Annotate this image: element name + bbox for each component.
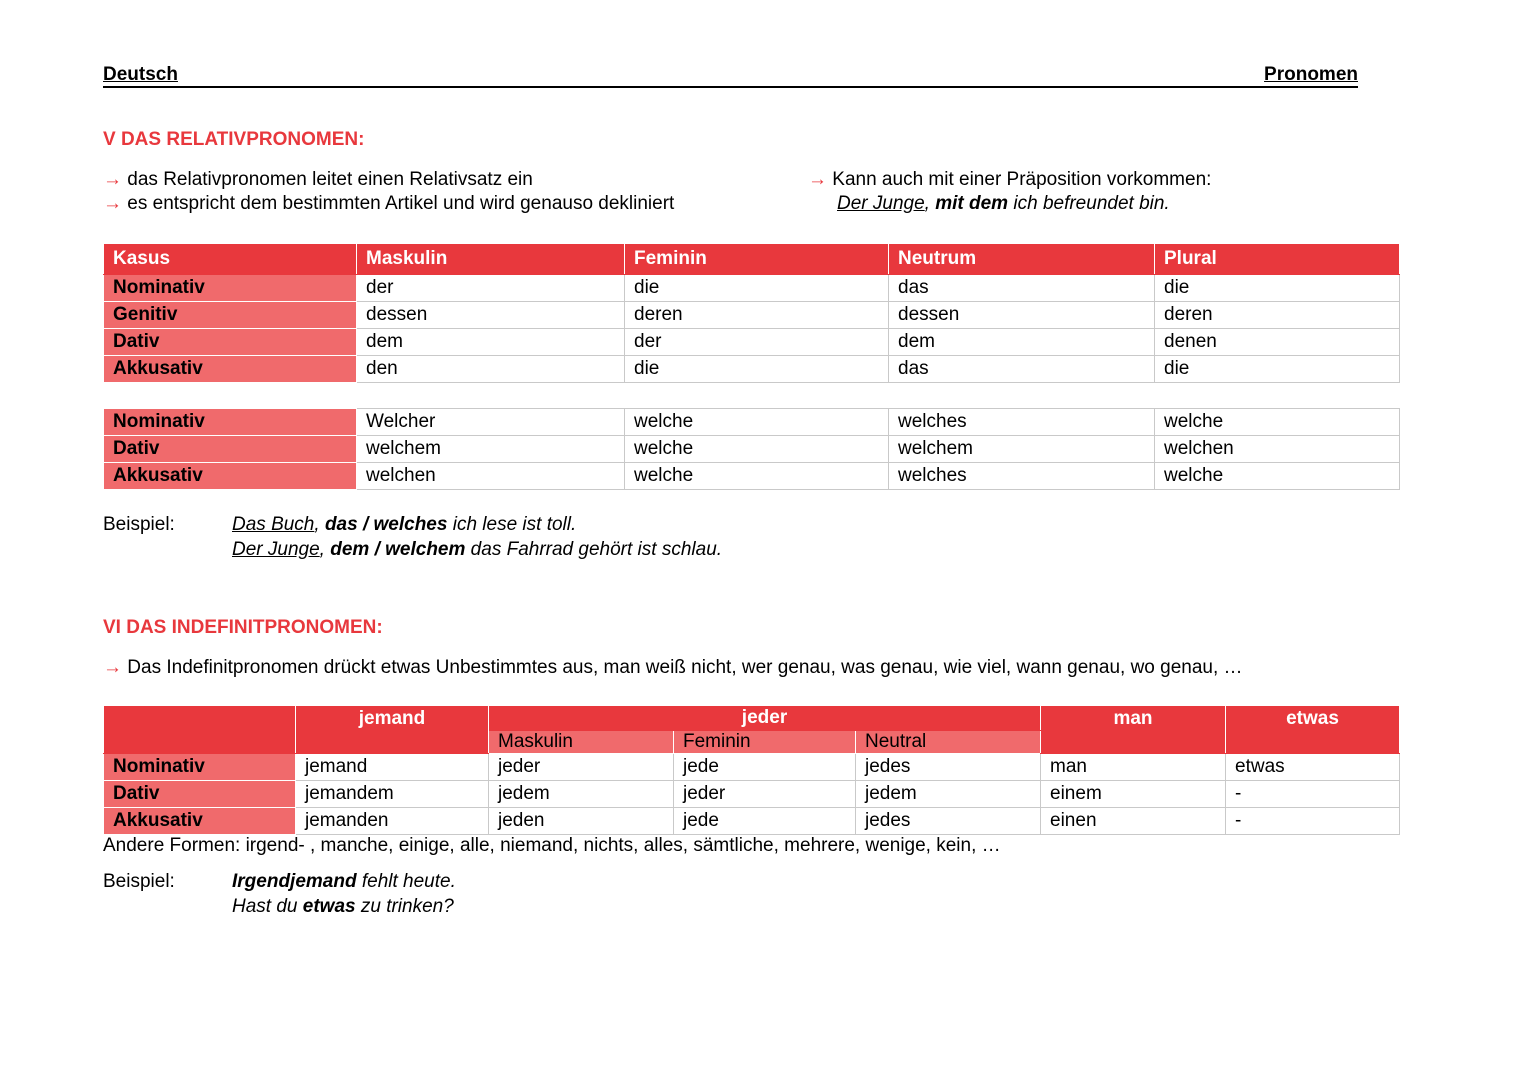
table-cell: jemanden [296,808,489,835]
example-sentence: Der Junge, dem / welchem das Fahrrad gehört ist schlau. [232,539,723,560]
note-line: → Das Indefinitpronomen drückt etwas Unbestimmtes aus, man weiß nicht, wer genau, was genau, wie viel, wann genau, wo genau, … [103,657,1243,678]
example-label: Beispiel: [103,514,175,535]
notes-left [103,168,674,216]
table-row [104,356,1400,383]
case-label: Akkusativ [104,808,296,835]
header-jeder: jeder [489,706,1041,731]
table-cell: - [1226,781,1400,808]
table-cell: man [1041,754,1226,781]
table-cell: deren [1155,302,1400,329]
table-row [104,302,1400,329]
topic-label: Pronomen [1264,64,1358,85]
case-label: Akkusativ [104,356,357,383]
table-header-row [104,706,1400,731]
table-cell: Welcher [357,409,625,436]
table-cell: einen [1041,808,1226,835]
table-cell: jedem [856,781,1041,808]
table-cell: dessen [357,302,625,329]
table-cell: jemand [296,754,489,781]
header-empty [104,706,296,754]
page-header [103,64,1358,88]
indefinitpronomen-table [103,705,1400,835]
table-cell: welche [625,409,889,436]
case-label: Nominativ [104,754,296,781]
table-cell: denen [1155,329,1400,356]
table-cell: welchem [889,436,1155,463]
table-cell: jeder [674,781,856,808]
subheader-maskulin: Maskulin [489,731,674,754]
table-cell: jeden [489,808,674,835]
table-cell: der [357,275,625,302]
case-label: Genitiv [104,302,357,329]
table-cell: welchen [357,463,625,490]
case-label: Nominativ [104,275,357,302]
note-line: → das Relativpronomen leitet einen Relativsatz ein [103,169,533,190]
table-cell: das [889,275,1155,302]
examples-relativ [232,513,722,562]
table-cell: einem [1041,781,1226,808]
table-cell: welchen [1155,436,1400,463]
table-header-row [104,244,1400,275]
arrow-icon: → [103,169,122,190]
subject-label: Deutsch [103,64,178,85]
header-neutrum: Neutrum [889,244,1155,275]
table-cell: jede [674,808,856,835]
table-row [104,436,1400,463]
section-title-indefinitpronomen: VI DAS INDEFINITPRONOMEN: [103,617,383,638]
table-cell: dem [889,329,1155,356]
header-man: man [1041,706,1226,754]
table-cell: der [625,329,889,356]
arrow-icon: → [103,193,122,214]
header-etwas: etwas [1226,706,1400,754]
table-cell: welche [625,436,889,463]
example-label: Beispiel: [103,871,175,892]
example-sentence: Hast du etwas zu trinken? [232,896,454,917]
case-label: Akkusativ [104,463,357,490]
table-cell: jeder [489,754,674,781]
case-label: Dativ [104,781,296,808]
table-row [104,754,1400,781]
header-plural: Plural [1155,244,1400,275]
example-sentence: Irgendjemand fehlt heute. [232,871,456,892]
subheader-feminin: Feminin [674,731,856,754]
header-maskulin: Maskulin [357,244,625,275]
arrow-icon: → [808,169,827,190]
relativpronomen-table [103,243,1400,383]
header-feminin: Feminin [625,244,889,275]
welcher-table [103,408,1400,490]
example-sentence: Der Junge, mit dem ich befreundet bin. [837,193,1170,214]
table-cell: die [625,356,889,383]
table-row [104,808,1400,835]
table-cell: etwas [1226,754,1400,781]
case-label: Nominativ [104,409,357,436]
table-cell: welches [889,463,1155,490]
section-title-relativpronomen: V DAS RELATIVPRONOMEN: [103,129,365,150]
table-cell: die [1155,275,1400,302]
table-cell: die [625,275,889,302]
note-line: → es entspricht dem bestimmten Artikel und wird genauso dekliniert [103,193,675,214]
table-cell: das [889,356,1155,383]
table-cell: die [1155,356,1400,383]
table-cell: welchem [357,436,625,463]
table-cell: jede [674,754,856,781]
table-cell: welche [1155,463,1400,490]
table-row [104,329,1400,356]
table-cell: jedem [489,781,674,808]
table-cell: welche [625,463,889,490]
examples-indefinit [232,870,456,919]
case-label: Dativ [104,329,357,356]
arrow-icon: → [103,657,122,678]
table-cell: - [1226,808,1400,835]
table-row [104,781,1400,808]
table-cell: jedes [856,754,1041,781]
table-cell: dem [357,329,625,356]
table-row [104,409,1400,436]
table-row [104,275,1400,302]
table-cell: welches [889,409,1155,436]
table-cell: jemandem [296,781,489,808]
table-cell: welche [1155,409,1400,436]
table-cell: dessen [889,302,1155,329]
example-sentence: Das Buch, das / welches ich lese ist toll. [232,514,577,535]
other-forms: Andere Formen: irgend- , manche, einige, alle, niemand, nichts, alles, sämtliche, mehrere, wenige, kein, … [103,835,1001,856]
table-cell: jedes [856,808,1041,835]
notes-right [808,168,1211,216]
note-line: → Kann auch mit einer Präposition vorkommen: [808,169,1212,190]
header-kasus: Kasus [104,244,357,275]
table-row [104,463,1400,490]
header-jemand: jemand [296,706,489,754]
subheader-neutral: Neutral [856,731,1041,754]
case-label: Dativ [104,436,357,463]
table-cell: deren [625,302,889,329]
table-cell: den [357,356,625,383]
